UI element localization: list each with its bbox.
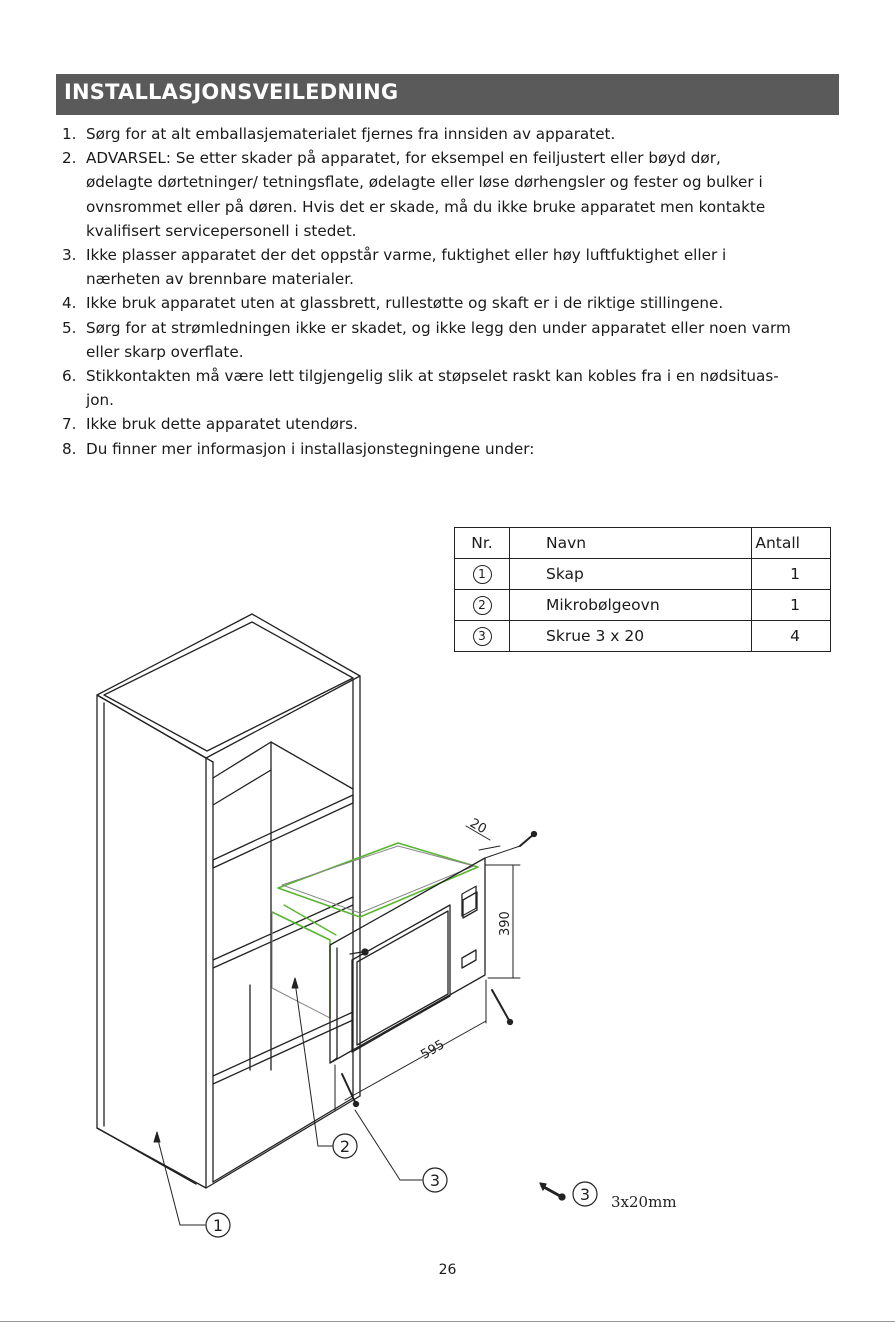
step-text-line: Ikke bruk apparatet uten at glassbrett, rullestøtte og skaft er i de riktige stillingene.	[86, 294, 724, 313]
step-number: 8.	[62, 439, 77, 458]
page-number: 26	[438, 1262, 457, 1278]
step-number: 4.	[62, 294, 77, 313]
callout-leaders	[154, 978, 422, 1225]
dim-height-label: 390	[498, 911, 513, 936]
screw-icon	[342, 832, 537, 1107]
col-header-qty: Antall	[752, 528, 831, 559]
step-text-line: ovnsrommet eller på døren. Hvis det er skade, må du ikke bruke apparatet men kontakte	[86, 197, 766, 216]
step-number: 3.	[62, 246, 77, 265]
callout-2-label: 2	[339, 1137, 351, 1156]
step-number: 1.	[62, 125, 77, 143]
step-text-line: nærheten av brennbare materialer.	[86, 270, 354, 289]
part-number-badge: 3	[473, 627, 492, 646]
dim-depth-label: 20	[467, 815, 489, 838]
step-number: 5.	[62, 318, 77, 337]
dim-width-label: 595	[418, 1037, 448, 1063]
part-name: Mikrobølgeovn	[510, 590, 752, 621]
step-text-line: Sørg for at strømledningen ikke er skadet, og ikke legg den under apparatet eller noen varm	[86, 318, 791, 337]
part-qty: 4	[752, 621, 831, 652]
step-text-line: Du finner mer informasjon i installasjonstegningene under:	[86, 439, 535, 458]
step-text-line: eller skarp overflate.	[86, 342, 244, 361]
part-qty: 1	[752, 590, 831, 621]
step-text-line: Ikke plasser apparatet der det oppstår varme, fuktighet eller høy luftfuktighet eller i	[86, 246, 727, 265]
screw-callout-label: 3	[579, 1185, 591, 1204]
bottom-rule	[0, 1321, 895, 1322]
step-number: 7.	[62, 415, 77, 434]
step-text-line: Sørg for at alt emballasjematerialet fjernes fra innsiden av apparatet.	[86, 125, 616, 143]
step-number: 6.	[62, 367, 77, 386]
part-name: Skrue 3 x 20	[510, 621, 752, 652]
step-text-line: kvalifisert servicepersonell i stedet.	[86, 221, 357, 240]
part-number-badge: 2	[473, 596, 492, 615]
section-title: INSTALLASJONSVEILEDNING	[64, 80, 399, 104]
dimension-lines	[335, 826, 520, 1110]
microwave-drawing	[272, 843, 485, 1063]
step-text-line: Ikke bruk dette apparatet utendørs.	[86, 415, 358, 434]
step-text-line: jon.	[86, 391, 114, 410]
col-header-nr: Nr.	[455, 528, 510, 559]
part-name: Skap	[510, 559, 752, 590]
step-text-line: ødelagte dørtetninger/ tetningsflate, ødelagte eller løse dørhengsler og fester og bulker i	[86, 173, 763, 192]
callout-1-label: 1	[212, 1216, 224, 1235]
col-header-name: Navn	[510, 528, 752, 559]
screw-legend-icon	[540, 1183, 565, 1200]
part-qty: 1	[752, 559, 831, 590]
part-number-badge: 1	[473, 565, 492, 584]
step-number: 2.	[62, 149, 77, 168]
step-text-line: Stikkontakten må være lett tilgjengelig slik at støpselet raskt kan kobles fra i en nødsituas-	[86, 367, 779, 386]
step-text-line: ADVARSEL: Se etter skader på apparatet, for eksempel en feiljustert eller bøyd dør,	[86, 149, 721, 168]
screw-size-label: 3x20mm	[611, 1193, 677, 1211]
callout-3-label: 3	[429, 1171, 441, 1190]
cabinet-drawing	[97, 614, 360, 1188]
